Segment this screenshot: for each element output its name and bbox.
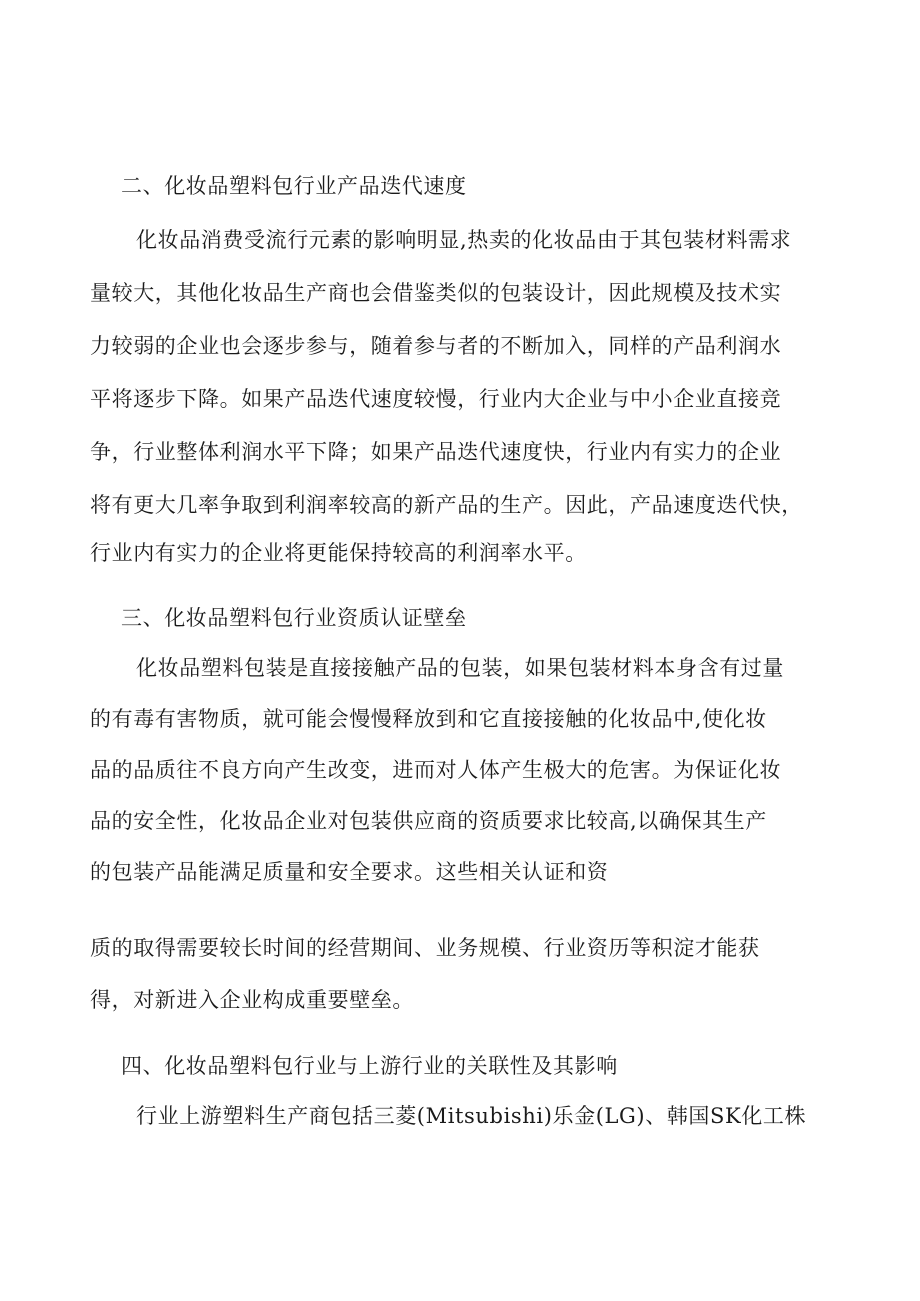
paragraph-line: 品的品质往不良方向产生改变，进而对人体产生极大的危害。为保证化妆 — [90, 758, 782, 782]
paragraph-line: 行业上游塑料生产商包括三菱(Mitsubishi)乐金(LG)、韩国SK化工株 — [136, 1104, 807, 1128]
paragraph-line: 得，对新进入企业构成重要壁垒。 — [90, 988, 414, 1012]
paragraph-line: 平将逐步下降。如果产品迭代速度较慢，行业内大企业与中小企业直接竞 — [90, 387, 782, 411]
section-heading: 三、化妆品塑料包行业资质认证壁垒 — [121, 606, 467, 630]
paragraph-line: 行业内有实力的企业将更能保持较高的利润率水平。 — [90, 541, 587, 565]
paragraph-line: 将有更大几率争取到利润率较高的新产品的生产。因此，产品速度迭代快， — [90, 493, 803, 517]
paragraph-line: 争，行业整体利润水平下降；如果产品迭代速度快，行业内有实力的企业 — [90, 440, 782, 464]
paragraph-line: 化妆品塑料包装是直接接触产品的包装，如果包装材料本身含有过量 — [136, 656, 784, 680]
section-heading: 四、化妆品塑料包行业与上游行业的关联性及其影响 — [121, 1054, 618, 1078]
section-heading: 二、化妆品塑料包行业产品迭代速度 — [121, 174, 467, 198]
paragraph-line: 量较大，其他化妆品生产商也会借鉴类似的包装设计，因此规模及技术实 — [90, 281, 782, 305]
paragraph-line: 品的安全性，化妆品企业对包装供应商的资质要求比较高,以确保其生产 — [90, 809, 767, 833]
paragraph-line: 质的取得需要较长时间的经营期间、业务规模、行业资历等积淀才能获 — [90, 936, 760, 960]
paragraph-line: 化妆品消费受流行元素的影响明显,热卖的化妆品由于其包装材料需求 — [136, 228, 792, 252]
paragraph-line: 的包装产品能满足质量和安全要求。这些相关认证和资 — [90, 860, 609, 884]
paragraph-line: 的有毒有害物质，就可能会慢慢释放到和它直接接触的化妆品中,使化妆 — [90, 707, 767, 731]
paragraph-line: 力较弱的企业也会逐步参与，随着参与者的不断加入，同样的产品利润水 — [90, 334, 782, 358]
